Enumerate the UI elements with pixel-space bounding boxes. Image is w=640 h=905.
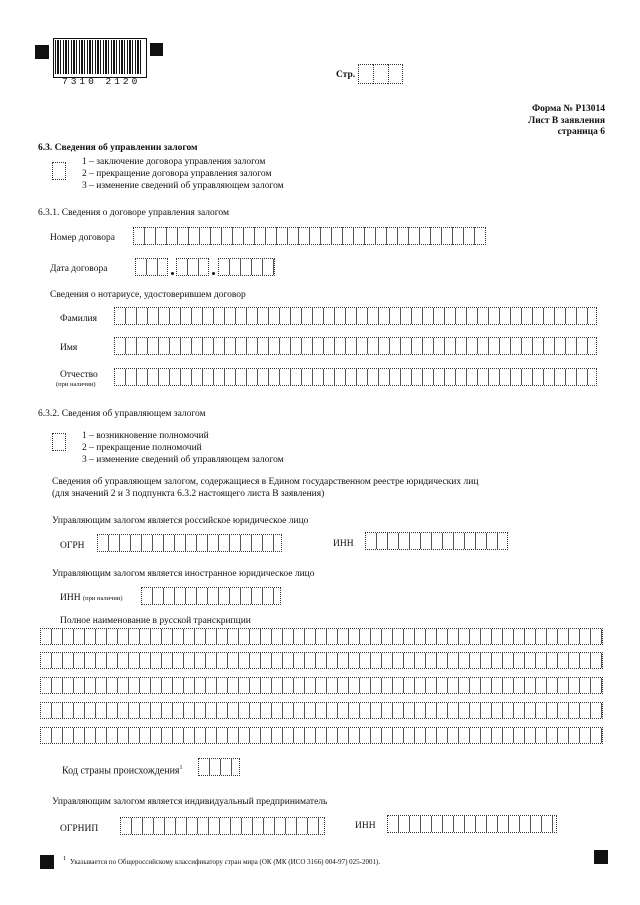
section-6-3-2-title: 6.3.2. Сведения об управляющем залогом xyxy=(38,409,206,419)
full-name-field-row-3[interactable] xyxy=(40,677,603,694)
ogrnip-field[interactable] xyxy=(120,817,325,835)
inn-label: ИНН xyxy=(333,539,354,549)
country-code-footnote-mark: 1 xyxy=(179,765,183,771)
page-number-field[interactable] xyxy=(358,64,403,84)
section-6-3-option-1: 1 – заключение договора управления залогом xyxy=(82,157,266,167)
contract-date-day-field[interactable] xyxy=(135,258,168,276)
ogrn-field[interactable] xyxy=(97,534,282,552)
section-6-3-1-title: 6.3.1. Сведения о договоре управления залогом xyxy=(38,208,230,218)
footnote-mark: 1 xyxy=(63,855,67,862)
barcode-image xyxy=(55,40,143,74)
ip-title: Управляющим залогом является индивидуальный предприниматель xyxy=(52,797,328,807)
registration-marker-bottom-left xyxy=(40,855,54,869)
section-6-3-option-3: 3 – изменение сведений об управляющем залогом xyxy=(82,181,284,191)
full-name-title: Полное наименование в русской транскрипции xyxy=(60,616,251,626)
section-6-3-2-option-1: 1 – возникновение полномочий xyxy=(82,431,209,441)
russian-le-title: Управляющим залогом является российское юридическое лицо xyxy=(52,516,309,526)
full-name-field-row-2[interactable] xyxy=(40,652,603,669)
full-name-field-row-5[interactable] xyxy=(40,727,603,744)
name-label: Имя xyxy=(60,343,78,353)
notary-patronymic-field[interactable] xyxy=(114,368,597,386)
page-label: Стр. xyxy=(336,70,356,80)
form-number: Форма № Р13014 xyxy=(531,104,605,114)
full-name-field-row-1[interactable] xyxy=(40,628,603,645)
date-separator-dot xyxy=(171,272,174,275)
foreign-inn-note: (при наличии) xyxy=(83,595,123,602)
contract-number-field[interactable] xyxy=(133,227,486,245)
footnote-text: Указывается по Общероссийскому классификатору стран мира (ОК (МК (ИСО 3166) 004-97) 025-2001). xyxy=(70,858,381,866)
section-6-3-2-choice-box[interactable] xyxy=(52,433,66,451)
registration-marker-bottom-right xyxy=(594,850,608,864)
inn-field[interactable] xyxy=(365,532,508,550)
notary-title: Сведения о нотариусе, удостоверившем договор xyxy=(50,290,246,300)
foreign-le-title: Управляющим залогом является иностранное юридическое лицо xyxy=(52,569,315,579)
section-6-3-choice-box[interactable] xyxy=(52,162,66,180)
foreign-inn-label: ИНН xyxy=(60,593,81,603)
ip-inn-label: ИНН xyxy=(355,821,376,831)
notary-surname-field[interactable] xyxy=(114,307,597,325)
country-code-label xyxy=(62,765,183,777)
surname-label: Фамилия xyxy=(60,314,98,324)
contract-date-month-field[interactable] xyxy=(176,258,209,276)
egrul-note-line-2: (для значений 2 и 3 подпункта 6.3.2 настоящего листа В заявления) xyxy=(52,489,325,499)
barcode-number: 7310 2120 xyxy=(62,76,141,87)
date-separator-dot xyxy=(212,272,215,275)
contract-number-label: Номер договора xyxy=(50,233,115,243)
section-6-3-2-option-2: 2 – прекращение полномочий xyxy=(82,443,202,453)
contract-date-year-field[interactable] xyxy=(218,258,275,276)
patronymic-note: (при наличии) xyxy=(56,381,96,388)
ogrn-label: ОГРН xyxy=(60,541,85,551)
full-name-field-row-4[interactable] xyxy=(40,702,603,719)
foreign-inn-field[interactable] xyxy=(141,587,281,605)
ip-inn-field[interactable] xyxy=(387,815,557,833)
ogrnip-label: ОГРНИП xyxy=(60,824,99,834)
section-6-3-2-option-3: 3 – изменение сведений об управляющем залогом xyxy=(82,455,284,465)
section-6-3-option-2: 2 – прекращение договора управления залогом xyxy=(82,169,272,179)
section-6-3-title: 6.3. Сведения об управлении залогом xyxy=(38,143,198,153)
country-code-label-text: Код страны происхождения xyxy=(62,765,180,777)
sheet-title: Лист В заявления xyxy=(528,116,605,126)
contract-date-label: Дата договора xyxy=(50,264,108,274)
registration-marker-top-left xyxy=(35,45,49,59)
registration-marker-top-right xyxy=(150,43,163,56)
egrul-note-line-1: Сведения об управляющем залогом, содержащиеся в Едином государственном реестре юридических лиц xyxy=(52,477,479,487)
patronymic-label: Отчество xyxy=(60,370,98,380)
country-code-field[interactable] xyxy=(198,758,240,776)
sheet-page: страница 6 xyxy=(557,127,605,137)
notary-name-field[interactable] xyxy=(114,337,597,355)
